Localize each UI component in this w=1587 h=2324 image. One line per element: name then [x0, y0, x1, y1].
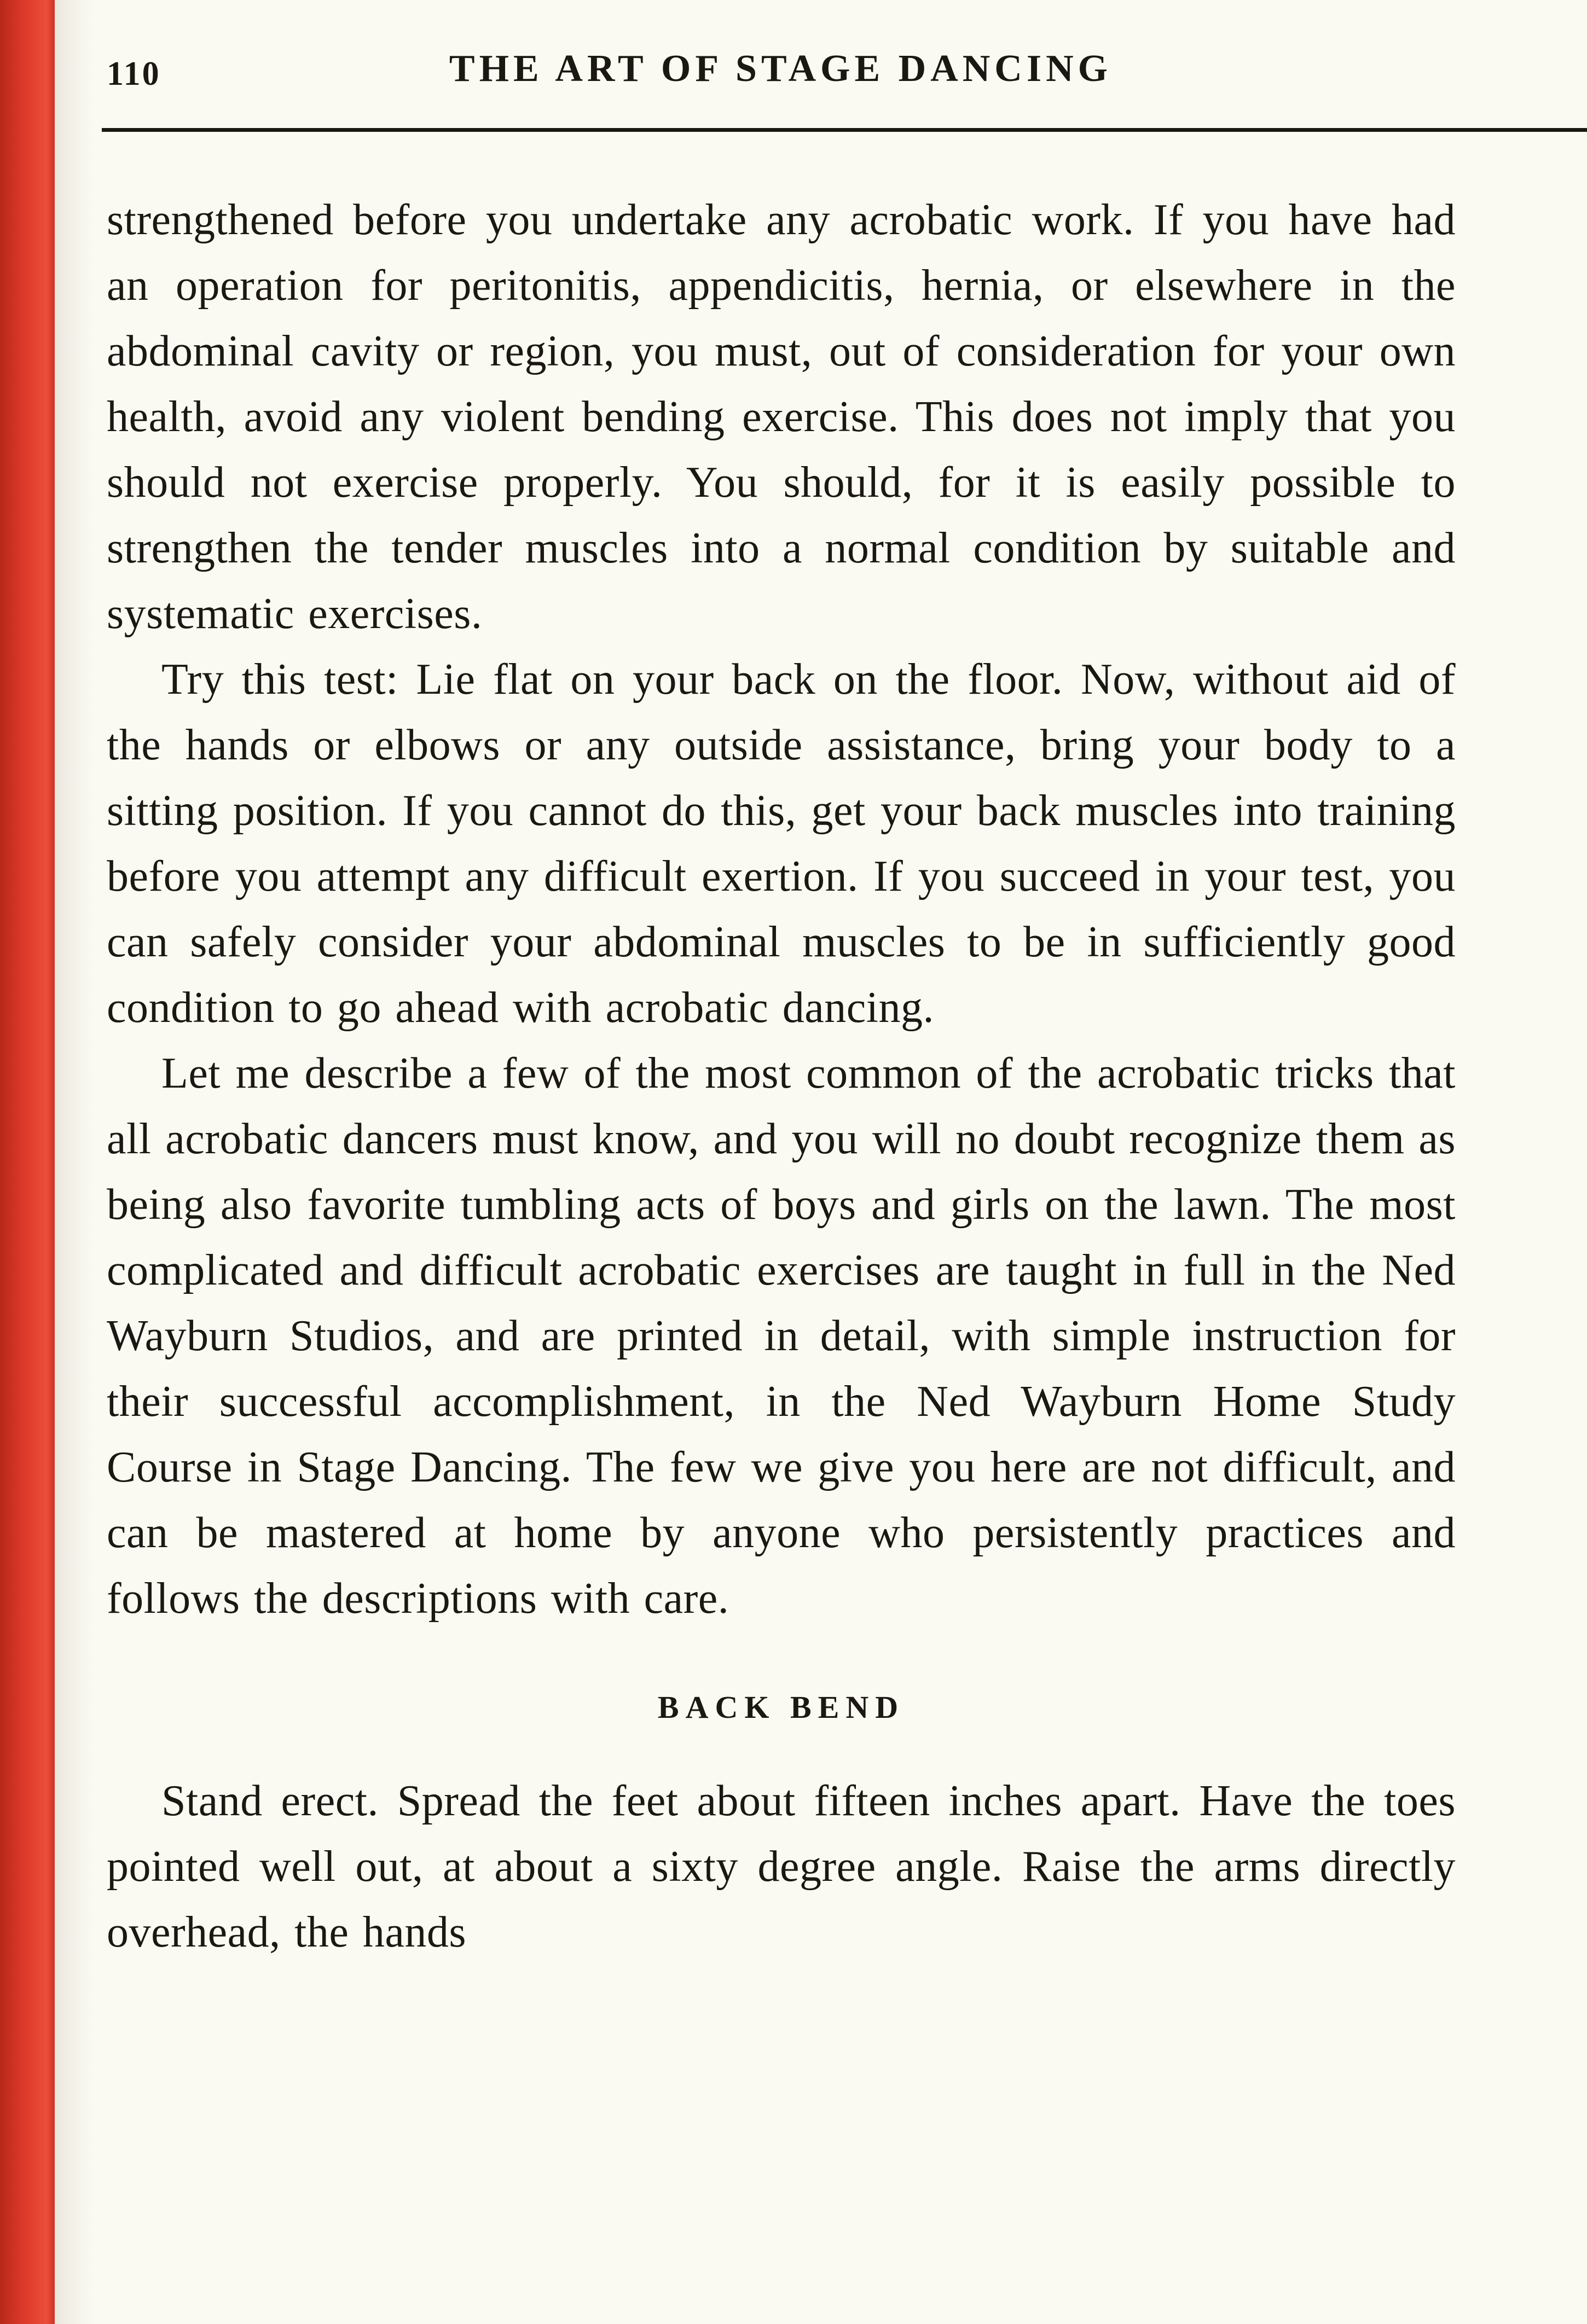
page-header — [107, 47, 1455, 118]
paragraph-continuation: strengthened before you undertake any acrobatic work. If you have had an operation for peritonitis, appendicitis, hernia, or elsewhere in the abdominal cavity or region, you must, out of consideration for your own health, avoid any violent bending exercise. This does not imply that you should not exercise properly. You should, for it is easily possible to strengthen the tender muscles into a normal condition by suitable and systematic exercises. — [107, 196, 1456, 638]
page-number: 110 — [107, 55, 161, 92]
section-heading: BACK BEND — [657, 1689, 905, 1725]
paragraph: Stand erect. Spread the feet about fifteen inches apart. Have the toes pointed well out, at about a sixty degree angle. Raise the arms directly overhead, the hands — [107, 1777, 1456, 1956]
header-rule — [102, 128, 1587, 132]
page-edge-shadow — [55, 0, 93, 2324]
body-text — [107, 187, 1456, 1965]
page-edge-color — [0, 0, 55, 2324]
running-title: THE ART OF STAGE DANCING — [449, 48, 1113, 90]
paragraph: Try this test: Lie flat on your back on the floor. Now, without aid of the hands or elbows or any outside assistance, bring your body to a sitting position. If you cannot do this, get your back muscles into training before you attempt any difficult exertion. If you succeed in your test, you can safely consider your abdominal muscles to be in sufficiently good condition to go ahead with acrobatic dancing. — [107, 655, 1456, 1032]
paragraph: Let me describe a few of the most common of the acrobatic tricks that all acrobatic dancers must know, and you will no doubt recognize them as being also favorite tumbling acts of boys and girls on the lawn. The most complicated and difficult acrobatic exercises are taught in full in the Ned Wayburn Studios, and are printed in detail, with simple instruction for their successful accomplishment, in the Ned Wayburn Home Study Course in Stage Dancing. The few we give you here are not difficult, and can be mastered at home by anyone who persistently practices and follows the descriptions with care. — [107, 1049, 1456, 1623]
